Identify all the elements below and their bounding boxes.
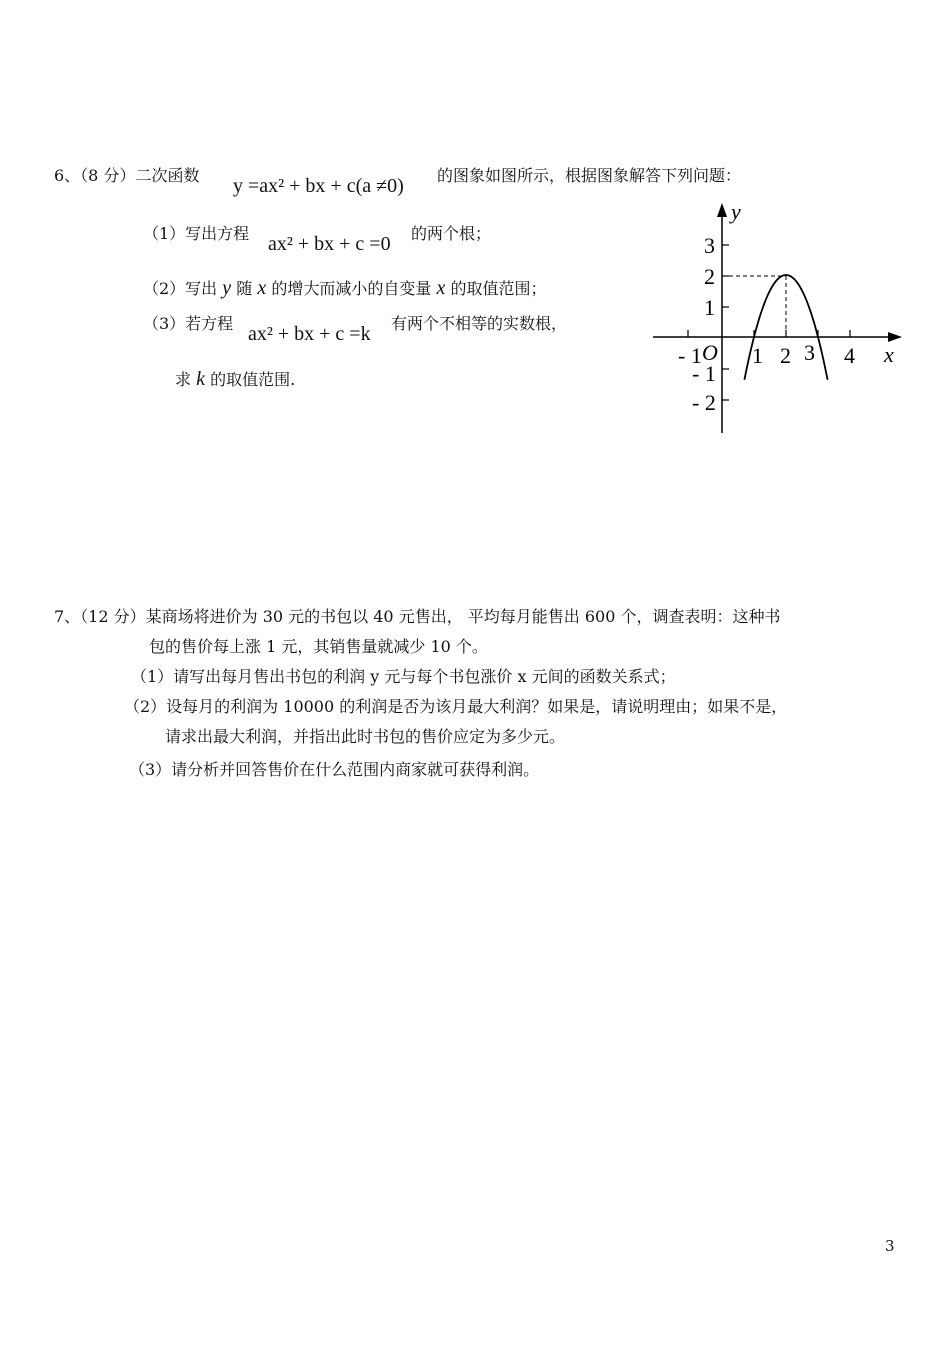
y-tick-label-2: 2 bbox=[704, 264, 715, 289]
problem6-intro-tail: 的图象如图所示，根据图象解答下列问题： bbox=[437, 166, 742, 185]
problem7-q2-line2: 请求出最大利润，并指出此时书包的售价应定为多少元。 bbox=[165, 727, 566, 746]
y-tick-label-neg2: - 2 bbox=[692, 390, 716, 415]
origin-label: O bbox=[702, 340, 718, 365]
problem6-function-equation bbox=[233, 175, 404, 198]
y-tick-label-3: 3 bbox=[704, 233, 715, 258]
x-tick-label-1: 1 bbox=[752, 343, 763, 368]
q3-suffix: 有两个不相等的实数根， bbox=[391, 314, 568, 333]
q2-suffix: 的取值范围； bbox=[450, 279, 547, 298]
equation-text: y =ax² + bx + c(a ≠0) bbox=[233, 175, 404, 197]
problem7-q3: （3）请分析并回答售价在什么范围内商家就可获得利润。 bbox=[129, 760, 540, 779]
problem7-q1: （1）请写出每月售出书包的利润 y 元与每个书包涨价 x 元间的函数关系式； bbox=[131, 667, 676, 686]
q2-var-x: x bbox=[257, 277, 267, 299]
q3-equation: ax² + bx + c =k bbox=[248, 323, 371, 345]
vertex-dashed-guides bbox=[722, 276, 786, 337]
q2-prefix: （2）写出 bbox=[143, 279, 218, 298]
x-tick-label-4: 4 bbox=[844, 343, 855, 368]
q1-equation: ax² + bx + c =0 bbox=[268, 233, 391, 255]
x-axis bbox=[653, 332, 902, 342]
q2-text bbox=[143, 276, 546, 300]
q1-suffix: 的两个根； bbox=[411, 224, 492, 243]
q3-prefix: （3）若方程 bbox=[143, 314, 234, 333]
problem6-number: 6、（8 分）二次函数 bbox=[54, 166, 200, 185]
q2-mid2: 的增大而减小的自变量 bbox=[271, 279, 432, 298]
page-number: 3 bbox=[885, 1237, 895, 1255]
y-tick-label-neg1: - 1 bbox=[692, 361, 716, 386]
q3-line2 bbox=[175, 367, 295, 391]
q2-mid1: 随 bbox=[236, 279, 253, 298]
x-axis-label: x bbox=[884, 342, 894, 367]
y-ticks-marks bbox=[722, 245, 729, 400]
q3-line2-prefix: 求 bbox=[175, 370, 192, 389]
problem7-line1: 7、（12 分）某商场将进价为 30 元的书包以 40 元售出， 平均每月能售出 600 个，调查表明：这种书 bbox=[54, 607, 781, 626]
y-axis bbox=[717, 203, 727, 433]
q2-var-x2: x bbox=[436, 277, 446, 299]
x-tick-label-neg1: - 1 bbox=[678, 343, 702, 368]
y-tick-label-1: 1 bbox=[704, 295, 715, 320]
q3-var-k: k bbox=[196, 368, 205, 390]
x-tick-label-2: 2 bbox=[780, 343, 791, 368]
x-tick-label-3: 3 bbox=[804, 340, 815, 365]
q3-line2-suffix: 的取值范围. bbox=[210, 370, 296, 389]
problem7-line2: 包的售价每上涨 1 元，其销售量就减少 10 个。 bbox=[149, 637, 488, 656]
q2-var-y: y bbox=[222, 277, 232, 299]
problem7-q2-line1: （2）设每月的利润为 10000 的利润是否为该月最大利润？如果是，请说明理由；如果不是， bbox=[124, 697, 788, 716]
parabola-graph bbox=[640, 195, 910, 445]
x-ticks-marks bbox=[688, 330, 850, 337]
y-axis-label: y bbox=[731, 199, 741, 224]
q1-prefix: （1）写出方程 bbox=[143, 224, 250, 243]
